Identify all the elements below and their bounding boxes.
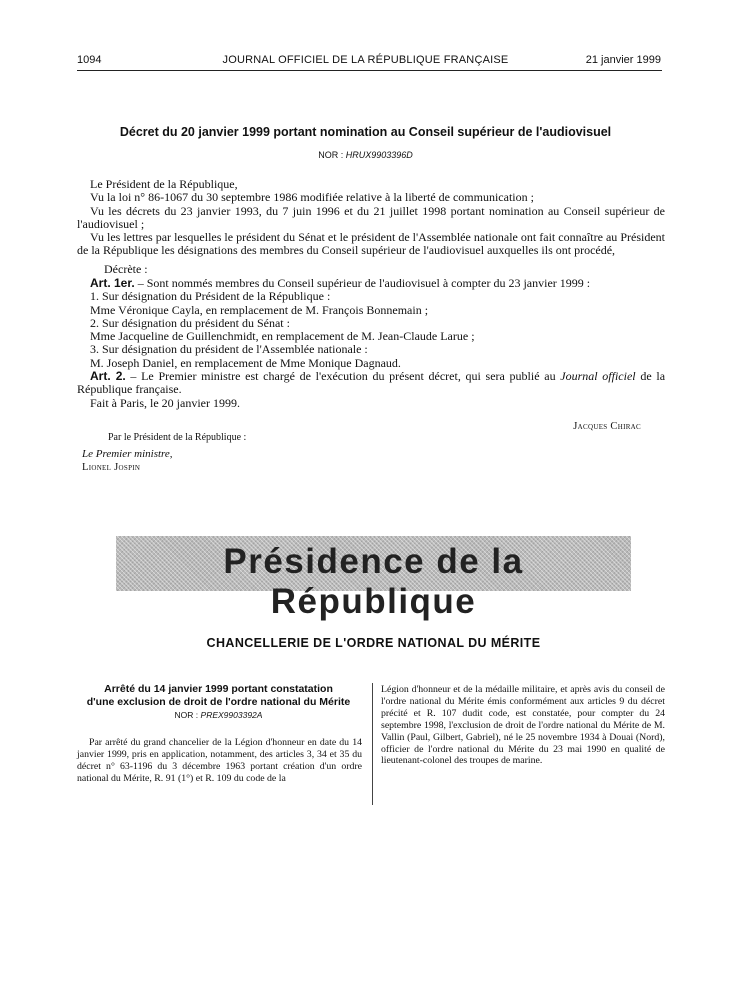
arrete-title-line: Arrêté du 14 janvier 1999 portant constatation (104, 683, 333, 695)
section-banner (116, 536, 631, 621)
preamble-line: Vu les lettres par lesquelles le président du Sénat et le président de l'Assemblée nationale ont fait connaître au Président de la République les désignations des membres du Conseil supérieur de l'audiovisuel auxquelles ils ont procédé, (77, 230, 665, 258)
article-1-line: 1. Sur désignation du Président de la République : (90, 289, 331, 304)
decree-title: Décret du 20 janvier 1999 portant nomination au Conseil supérieur de l'audiovisuel (119, 125, 612, 139)
decree-articles (77, 277, 665, 410)
premier-ministre-name: Lionel Jospin (82, 462, 141, 473)
decree-nor-code: HRUX9903396D (345, 150, 413, 160)
section-title: CHANCELLERIE DE L'ORDRE NATIONAL DU MÉRITE (206, 636, 541, 650)
arrete-right-text: Légion d'honneur et de la médaille militaire, et après avis du conseil de l'ordre national du Mérite émis conformément aux articles 9 du décret précité et R. 107 dudit code, est constatée, pour compter du 24 septembre 1998, l'exclusion de droit de l'ordre national du Mérite de M. Vallin (Paul, Gilbert, Gabriel), né le 25 novembre 1934 à Douai (Nord), officier de l'ordre national du Mérite du 23 mai 1990 en qualité de lieutenant-colonel des troupes de marine. (381, 684, 665, 767)
arrete-nor (77, 710, 360, 720)
par-le-president: Par le Président de la République : (108, 432, 247, 443)
decrete-label: Décrète : (104, 262, 148, 276)
article-1 (77, 277, 665, 290)
issue-date: 21 janvier 1999 (585, 54, 661, 66)
arrete-right-column (381, 684, 665, 767)
arrete-title (77, 683, 360, 708)
article-2-journal: Journal officiel (560, 369, 636, 384)
arrete-title-line: d'une exclusion de droit de l'ordre national du Mérite (86, 695, 351, 708)
article-1-text: – Sont nommés membres du Conseil supérieur de l'audiovisuel à compter du 23 janvier 1999 : (137, 276, 591, 290)
decree-preamble (77, 178, 665, 258)
premier-ministre-label: Le Premier ministre, (82, 448, 173, 460)
signature-president: Jacques Chirac (573, 421, 641, 432)
arrete-nor-code: PREX9903392A (200, 710, 263, 720)
article-1-line: Mme Véronique Cayla, en remplacement de M. François Bonnemain ; (90, 302, 429, 317)
article-1-line: Mme Jacqueline de Guillenchmidt, en remplacement de M. Jean-Claude Larue ; (90, 329, 475, 344)
article-2-text-end: de la République française. (77, 369, 666, 397)
article-1-line: M. Joseph Daniel, en remplacement de Mme Monique Dagnaud. (90, 355, 401, 370)
article-1-label: Art. 1er. (90, 276, 135, 290)
preamble-line: Vu les décrets du 23 janvier 1993, du 7 juin 1996 et du 21 juillet 1998 portant nomination au Conseil supérieur de l'audiovisuel ; (77, 203, 665, 231)
preamble-line: Le Président de la République, (90, 177, 238, 191)
decree-nor-label: NOR : (318, 150, 344, 160)
banner-title: Présidence de la République (223, 542, 524, 621)
preamble-line: Vu la loi n° 86-1067 du 30 septembre 1986 modifiée relative à la liberté de communication ; (90, 190, 534, 205)
article-2-label: Art. 2. (90, 369, 126, 384)
arrete-left-column (77, 737, 362, 785)
arrete-left-text: Par arrêté du grand chancelier de la Légion d'honneur en date du 14 janvier 1999, pris en application, notamment, des articles 3, 34 et 35 du décret n° 63-1196 du 3 décembre 1963 portant création d'un ordre national du Mérite, R. 91 (1°) et R. 109 du code de la (77, 737, 362, 784)
article-2 (77, 370, 665, 397)
article-2-text: – Le Premier ministre est chargé de l'exécution du présent décret, qui sera publié au (130, 369, 556, 384)
arrete-nor-label: NOR : (174, 710, 199, 720)
article-1-line: 2. Sur désignation du président du Sénat : (90, 315, 290, 330)
page-number: 1094 (77, 54, 102, 66)
column-divider (372, 683, 373, 805)
header-rule (77, 70, 662, 71)
decree-nor (0, 150, 731, 160)
done-at: Fait à Paris, le 20 janvier 1999. (90, 395, 240, 410)
journal-title: JOURNAL OFFICIEL DE LA RÉPUBLIQUE FRANÇAISE (222, 54, 509, 66)
article-1-line: 3. Sur désignation du président de l'Assemblée nationale : (90, 342, 368, 357)
